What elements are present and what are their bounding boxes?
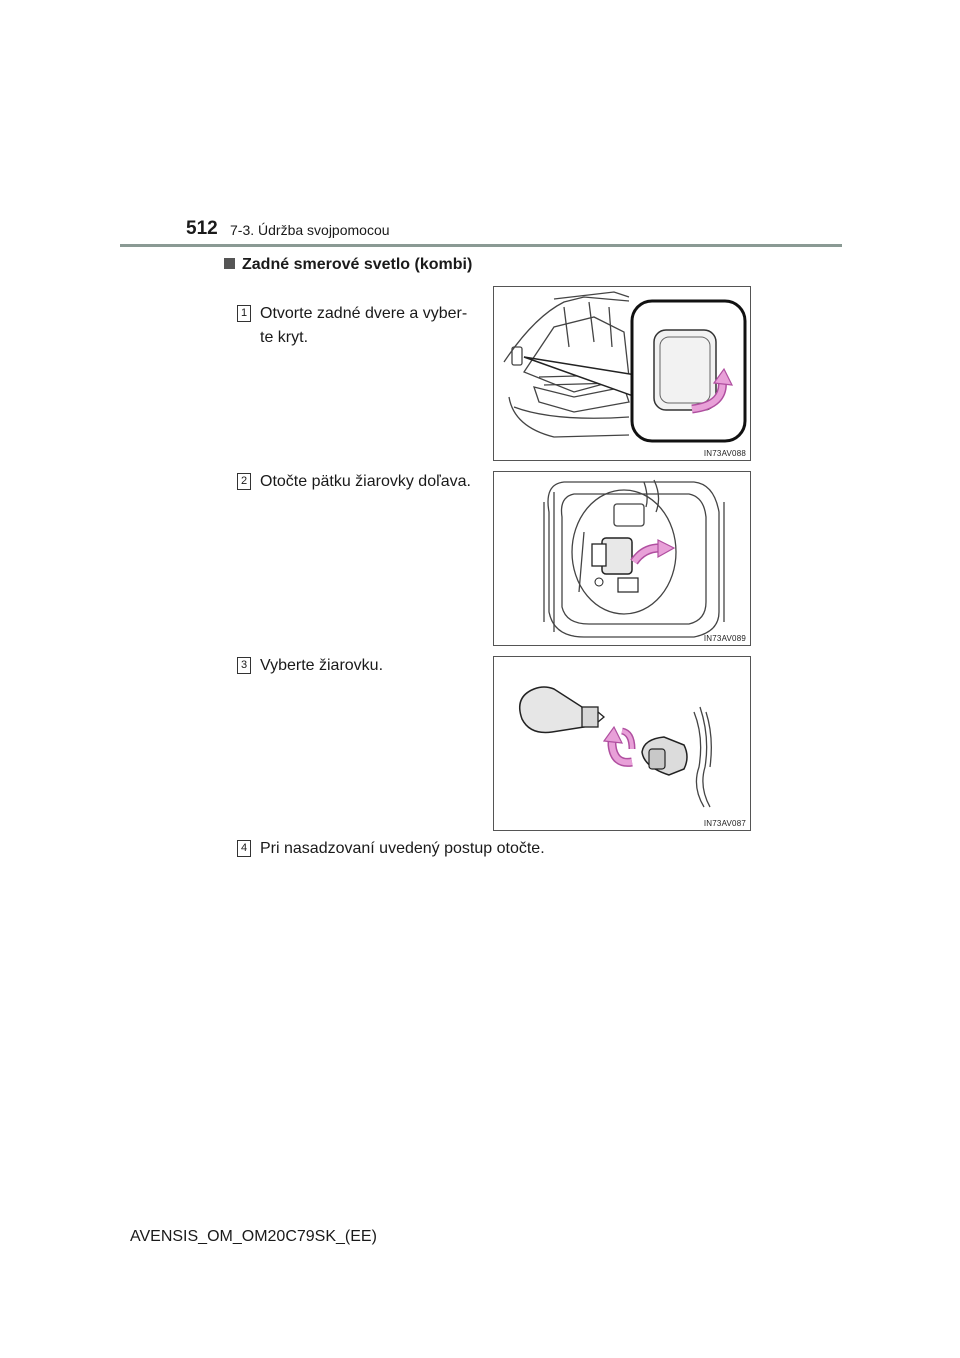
step-number-2: 2 (237, 473, 251, 490)
step-number-4: 4 (237, 840, 251, 857)
step-text-1-line2: te kryt. (260, 329, 309, 346)
figure-rotate-socket (493, 471, 751, 646)
footer-doc-id: AVENSIS_OM_OM20C79SK_(EE) (130, 1228, 377, 1245)
square-bullet-icon (224, 258, 235, 269)
car-rear-illustration (494, 287, 750, 460)
header-rule (120, 244, 842, 247)
step-number-3: 3 (237, 657, 251, 674)
step-text-1-line1: Otvorte zadné dvere a vyber- (260, 305, 468, 322)
figure-remove-bulb (493, 656, 751, 831)
bulb-removal-illustration (494, 657, 750, 830)
subheading-text: Zadné smerové svetlo (kombi) (242, 256, 473, 273)
figure-code-2: IN73AV089 (703, 634, 746, 643)
page-number: 512 (186, 218, 218, 239)
step-text-2: Otočte pätku žiarovky doľava. (260, 473, 471, 490)
step-text-4: Pri nasadzovaní uvedený postup otočte. (260, 840, 545, 857)
bulb-socket-illustration (494, 472, 750, 645)
figure-code-3: IN73AV087 (703, 819, 746, 828)
step-text-1 (260, 302, 467, 350)
step-text-3: Vyberte žiarovku. (260, 657, 384, 674)
step-number-1: 1 (237, 305, 251, 322)
figure-open-cover (493, 286, 751, 461)
section-title: 7-3. Údržba svojpomocou (230, 222, 390, 238)
subheading (224, 256, 472, 274)
figure-code-1: IN73AV088 (703, 449, 746, 458)
